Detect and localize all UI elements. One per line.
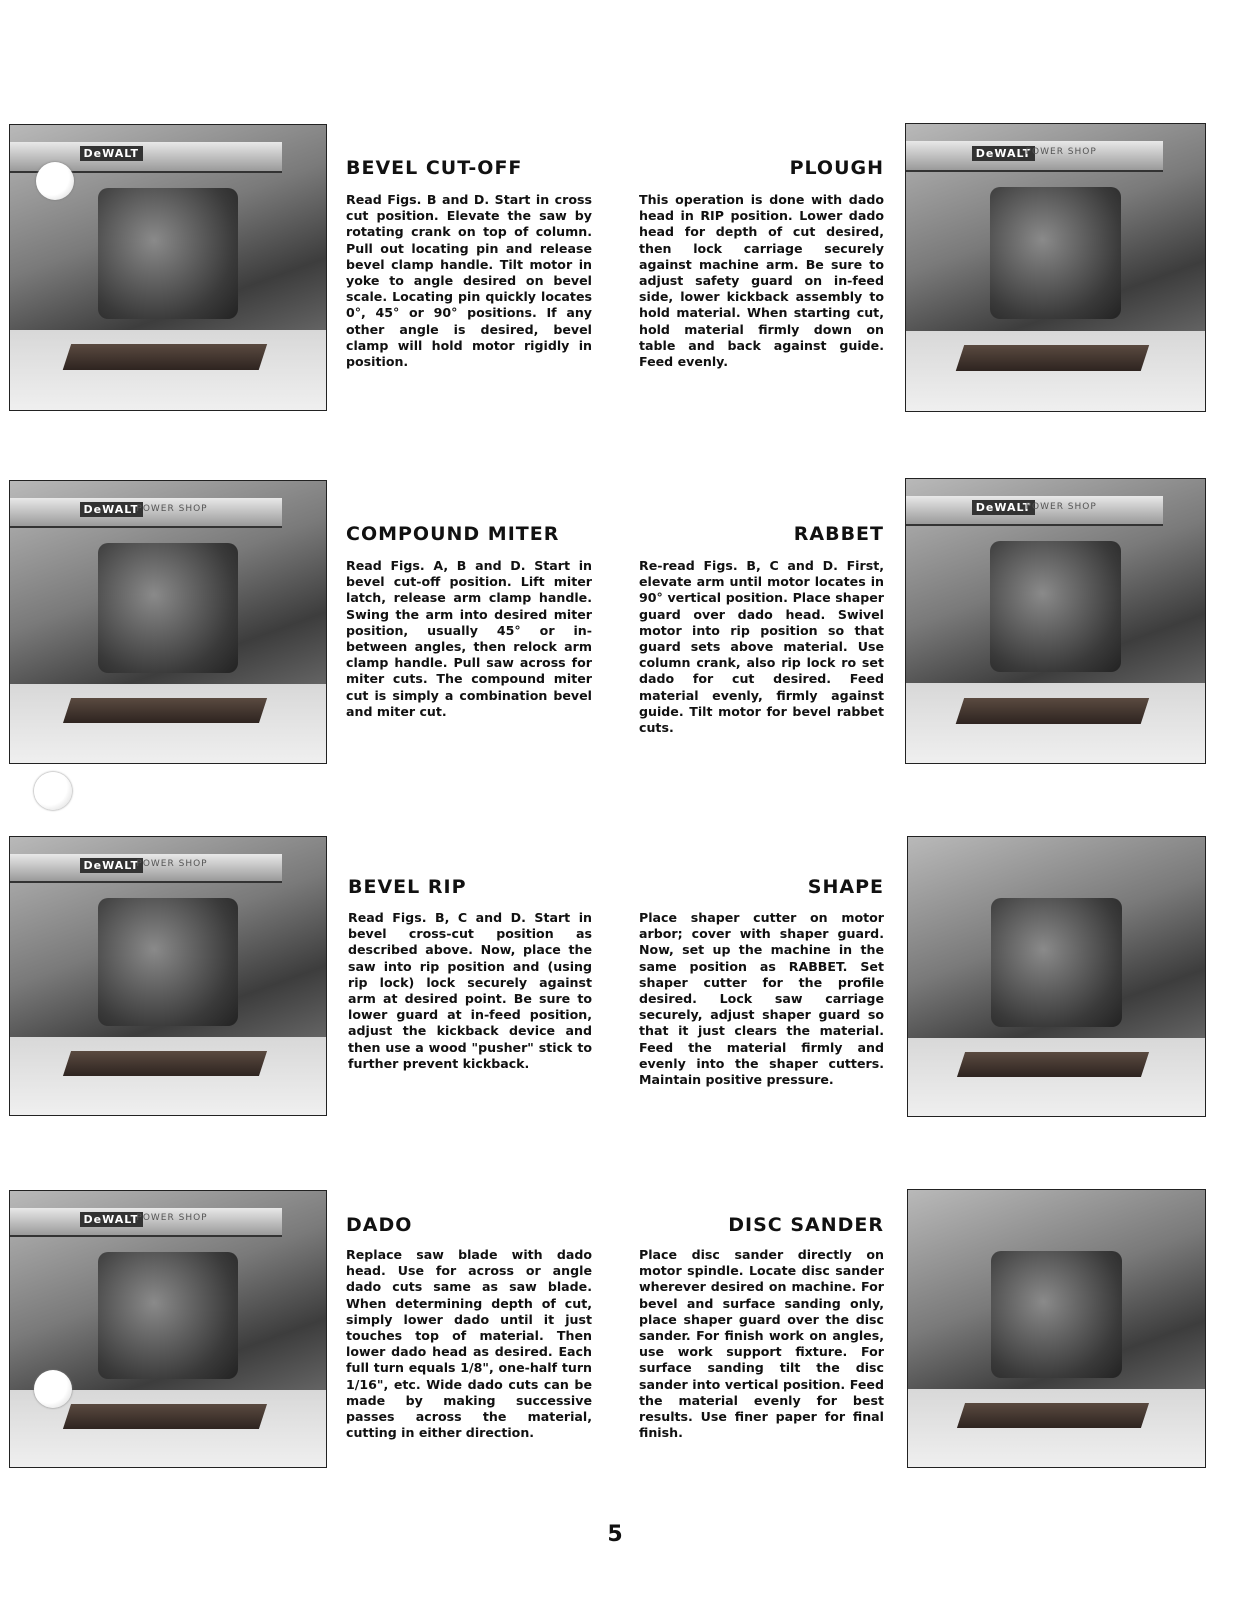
saw-motor [98, 543, 237, 673]
saw-table [10, 684, 326, 763]
workpiece [63, 1051, 267, 1076]
brand-label: DeWALT [80, 502, 143, 517]
saw-motor [990, 541, 1122, 672]
saw-table [10, 330, 326, 410]
brand-sub-label: POWER SHOP [136, 1213, 208, 1224]
sander-motor [991, 1251, 1122, 1378]
text-compound-miter: Read Figs. A, B and D. Start in bevel cut-off position. Lift miter latch, release arm clamp handle. Swing the arm into desired miter position, usually 45° or in-between angles, then relock arm clamp handle. Pull saw across for miter cuts. The compound miter cut is simply a combination bevel and miter cut. [346, 558, 592, 719]
saw-motor [98, 1252, 237, 1379]
saw-motor [98, 898, 237, 1026]
heading-compound-miter: COMPOUND MITER [346, 523, 560, 545]
heading-disc-sander: DISC SANDER [728, 1214, 884, 1236]
saw-table [10, 1037, 326, 1115]
workpiece [63, 1404, 267, 1429]
workpiece [956, 345, 1150, 371]
brand-sub-label: POWER SHOP [1025, 501, 1097, 512]
brand-sub-label: POWER SHOP [136, 859, 208, 870]
workpiece [957, 1403, 1149, 1428]
punch-hole [36, 162, 74, 200]
brand-label: DeWALT [80, 1212, 143, 1227]
brand-sub-label: POWER SHOP [1025, 146, 1097, 157]
saw-table [908, 1389, 1205, 1467]
photo-disc-sander [907, 1189, 1206, 1468]
heading-bevel-rip: BEVEL RIP [348, 876, 467, 898]
photo-bevel-rip [9, 836, 327, 1116]
punch-hole [34, 1370, 72, 1408]
brand-label: DeWALT [972, 146, 1035, 161]
punch-hole [34, 772, 72, 810]
text-rabbet: Re-read Figs. B, C and D. First, elevate arm until motor locates in 90° vertical position. Place shaper guard over dado head. Swivel motor into rip position so that guard sets above material. Use column crank, also rip lock ro set dado for cut desired. Feed material evenly, firmly against guide. Tilt motor for bevel rabbet cuts. [639, 558, 884, 736]
photo-shape [907, 836, 1206, 1117]
photo-rabbet [905, 478, 1206, 764]
text-plough: This operation is done with dado head in RIP position. Lower dado head for depth of cut desired, then lock carriage securely against machine arm. Be sure to adjust safety guard on in-feed side, lower kickback assembly to hold material. When starting cut, hold material firmly down on table and back against guide. Feed evenly. [639, 192, 884, 370]
brand-label: DeWALT [80, 858, 143, 873]
text-bevel-cut-off: Read Figs. B and D. Start in cross cut position. Elevate the saw by rotating crank on top of column. Pull out locating pin and release bevel clamp handle. Tilt motor in yoke to angle desired on bevel scale. Locating pin quickly locates 0°, 45° or 90° positions. If any other angle is desired, bevel clamp will hold motor rigidly in position. [346, 192, 592, 370]
text-dado: Replace saw blade with dado head. Use for across or angle dado cuts same as saw blade. When determining depth of cut, simply lower dado until it just touches top of material. Then lower dado head as desired. Each full turn equals 1/8", one-half turn 1/16", etc. Wide dado cuts can be made by making successive passes across the material, cutting in either direction. [346, 1247, 592, 1441]
text-shape: Place shaper cutter on motor arbor; cover with shaper guard. Now, set up the machine in the same position as RABBET. Set shaper cutter for the profile desired. Lock saw carriage securely, adjust shaper guard so that it just clears the material. Feed the material firmly and evenly into the shaper cutters. Maintain positive pressure. [639, 910, 884, 1088]
brand-label: DeWALT [972, 500, 1035, 515]
shaper-motor [991, 898, 1122, 1026]
heading-plough: PLOUGH [789, 157, 884, 179]
heading-dado: DADO [346, 1214, 413, 1236]
brand-sub-label: POWER SHOP [136, 503, 208, 514]
page-number: 5 [607, 1522, 623, 1547]
photo-plough [905, 123, 1206, 412]
heading-shape: SHAPE [807, 876, 884, 898]
heading-bevel-cut-off: BEVEL CUT-OFF [346, 157, 523, 179]
brand-label: DeWALT [80, 146, 143, 161]
saw-motor [98, 188, 237, 319]
photo-dado [9, 1190, 327, 1468]
workpiece [956, 698, 1150, 724]
heading-rabbet: RABBET [793, 523, 884, 545]
photo-compound-miter [9, 480, 327, 764]
workpiece [957, 1052, 1149, 1077]
workpiece [63, 344, 267, 370]
workpiece [63, 698, 267, 723]
text-disc-sander: Place disc sander directly on motor spindle. Locate disc sander wherever desired on machine. For bevel and surface sanding only, place shaper guard over the disc sander. For finish work on angles, use work support fixture. For surface sanding tilt the disc sander into vertical position. Feed the material evenly for best results. Use finer paper for final finish. [639, 1247, 884, 1441]
saw-motor [990, 187, 1122, 319]
text-bevel-rip: Read Figs. B, C and D. Start in bevel cross-cut position as described above. Now, place the saw into rip position and (using rip lock) lock securely against arm at desired point. Be sure to lower guard at in-feed position, adjust the kickback device and then use a wood "pusher" stick to further prevent kickback. [348, 910, 592, 1071]
